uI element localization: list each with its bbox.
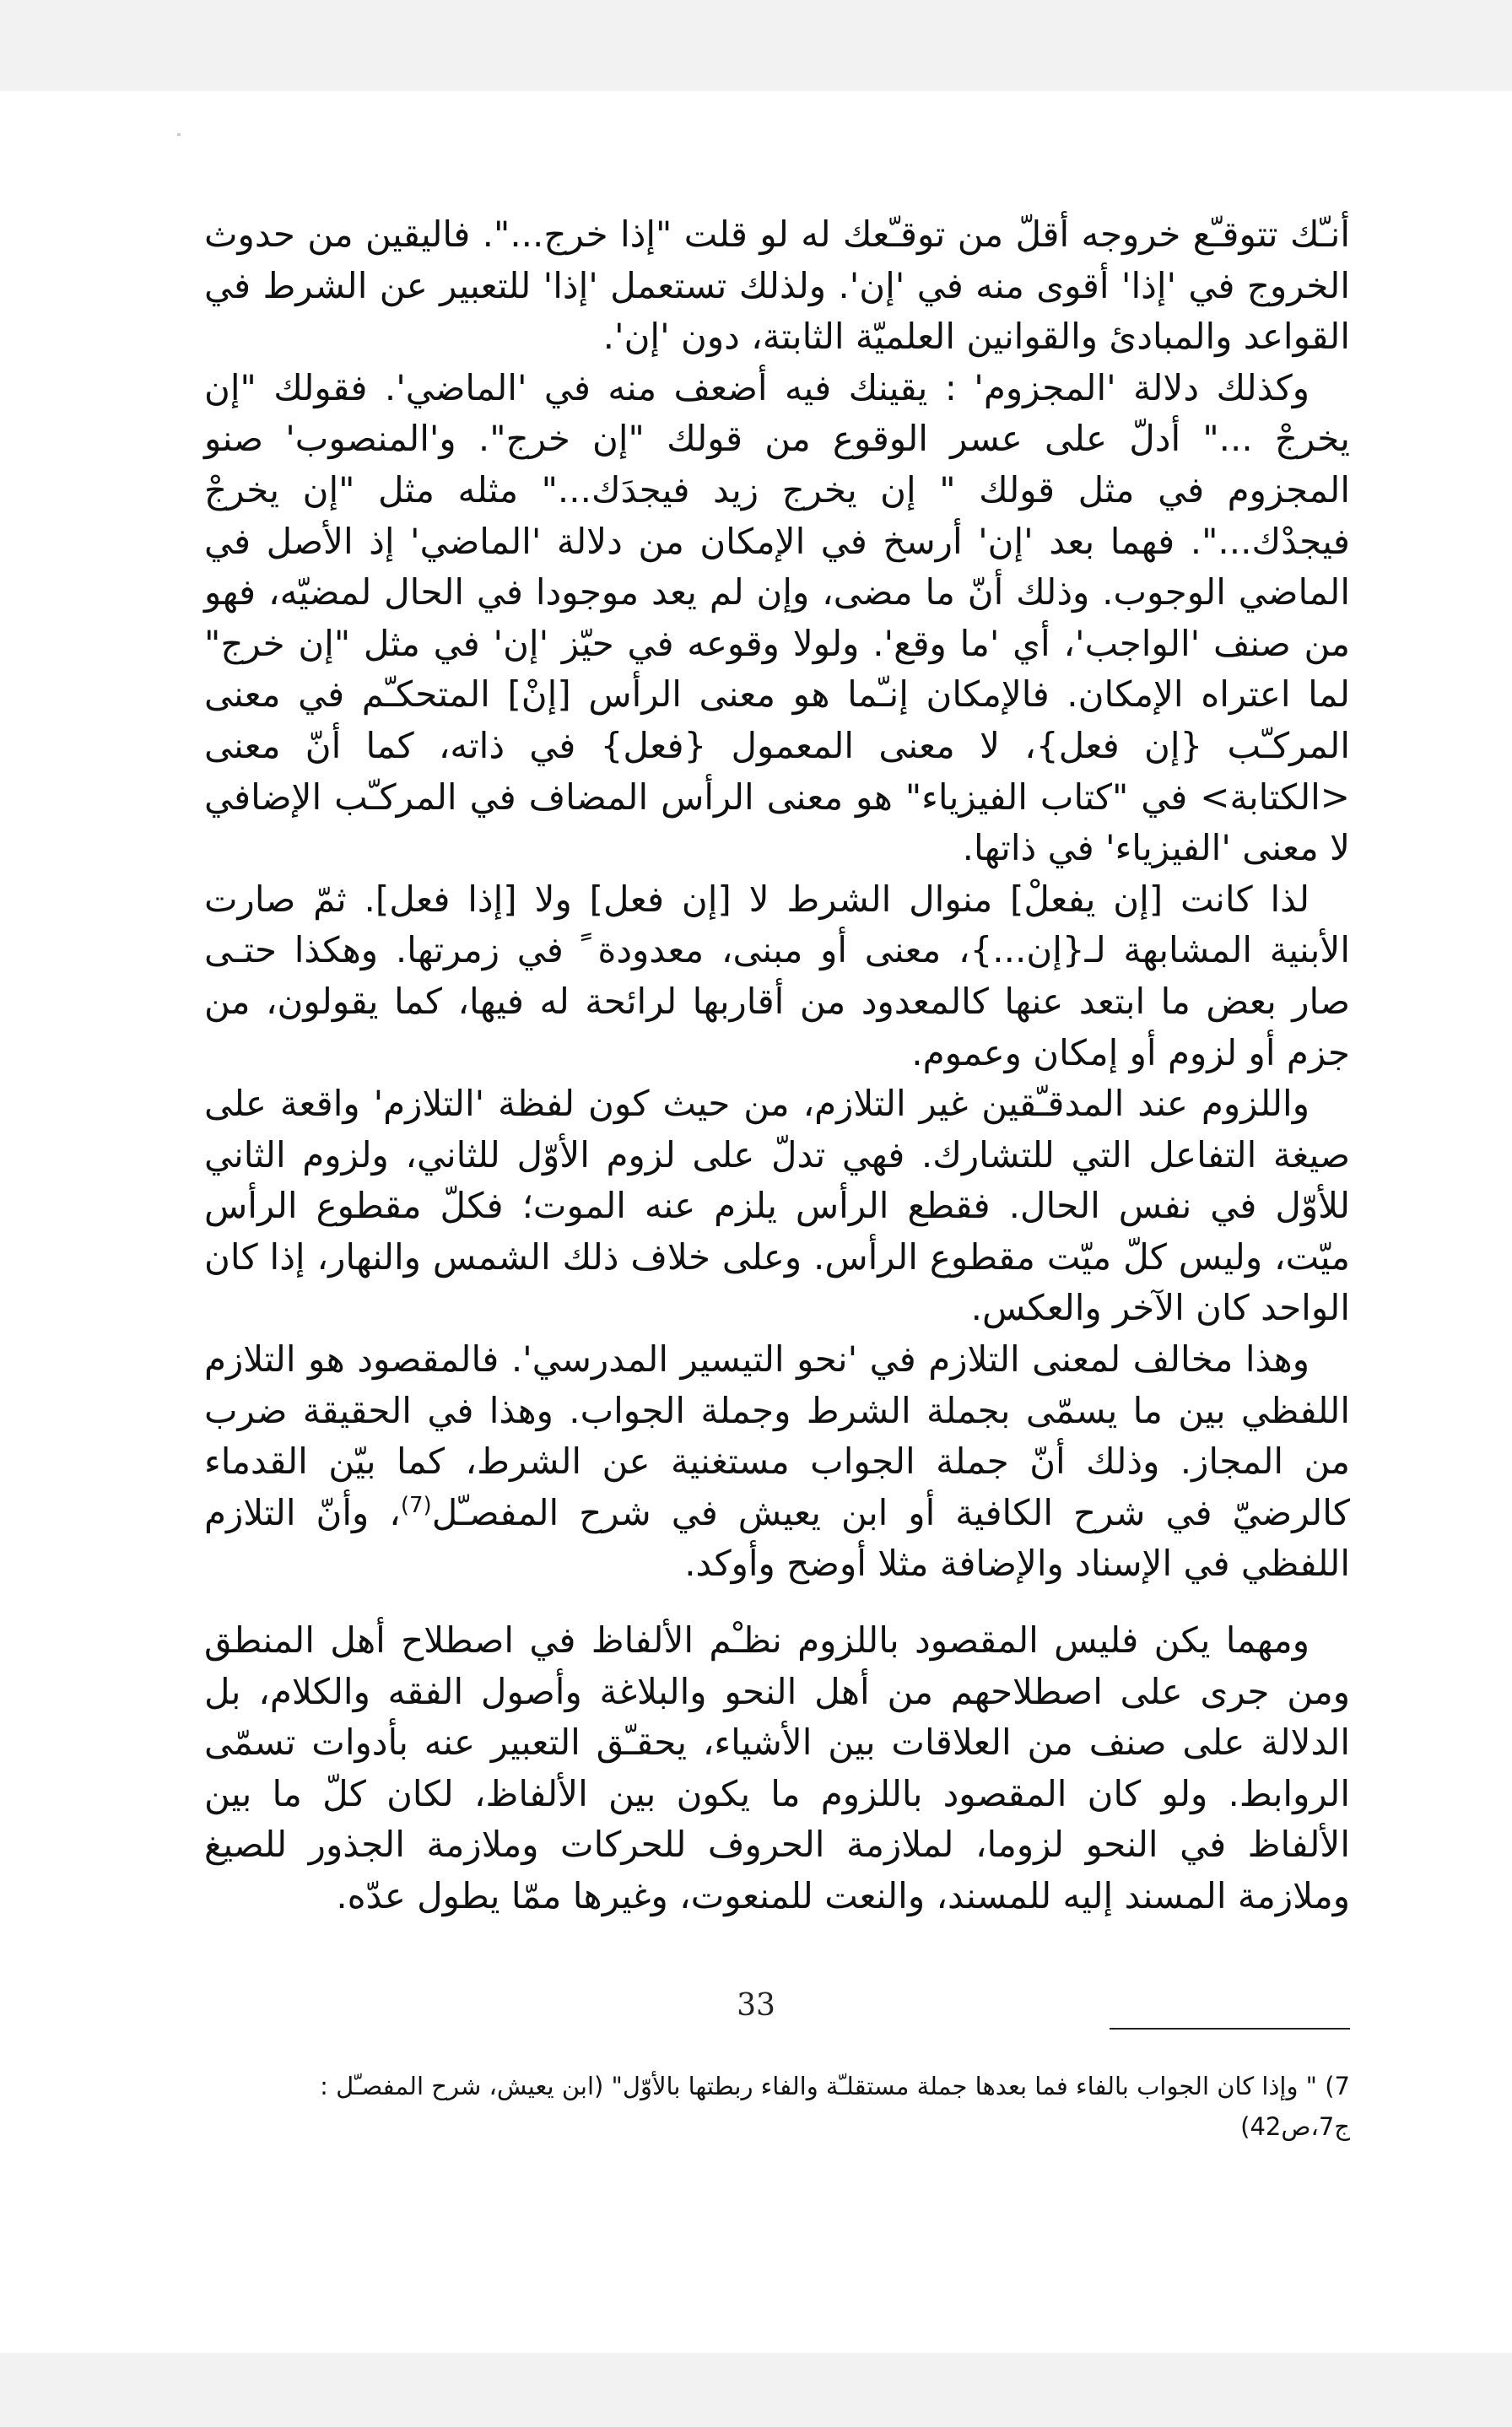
document-page <box>0 91 1512 2353</box>
paragraph-5-tail: ، وأنّ التلازم اللفظي في الإسناد والإضافة مثلا أوضح وأوكد. <box>204 1491 1350 1585</box>
paragraph-5-text: وهذا مخالف لمعنى التلازم في 'نحو التيسير المدرسي'. فالمقصود هو التلازم اللفظي بين ما يسمّى بجملة الشرط وجملة الجواب. وهذا في الحقيقة ضرب من المجاز. وذلك أنّ جملة الجواب مستغنية عن الشرط، كما بيّن القدماء كالرضيّ في شرح الكافية أو ابن يعيش في شرح المفصـّل <box>204 1338 1350 1533</box>
footnote-reference[interactable]: (7) <box>400 1492 432 1518</box>
scan-mark <box>177 133 181 136</box>
paragraph-5 <box>204 1334 1350 1590</box>
footnote-divider <box>1110 2028 1350 2030</box>
footnote-7: 7) " وإذا كان الجواب بالفاء فما بعدها جملة مستقلـّة والفاء ربطتها بالأوّل" (ابن يعيش، شرح المفصـّل : ج7،ص42) <box>320 2072 1350 2141</box>
page-number: 33 <box>737 1988 775 2023</box>
body-text <box>204 209 1350 1922</box>
paragraph-2: وكذلك دلالة 'المجزوم' : يقينك فيه أضعف منه في 'الماضي'. فقولك "إن يخرجْ ..." أدلّ على عسر الوقوع من قولك "إن خرج". و'المنصوب' صنو المجزوم في مثل قولك " إن يخرج زيد فيجدَك..." مثله مثل "إن يخرجْ فيجدْك...". فهما بعد 'إن' أرسخ في الإمكان من دلالة 'الماضي' إذ الأصل في الماضي الوجوب. وذلك أنّ ما مضى، وإن لم يعد موجودا في الحال لمضيّه، فهو من صنف 'الواجب'، أي 'ما وقع'. ولولا وقوعه في حيّز 'إن' في مثل "إن خرج" لما اعتراه الإمكان. فالإمكان إنـّما هو معنى الرأس [إنْ] المتحكـّم في معنى المركـّب {إن فعل}، لا معنى المعمول {فعل} في ذاته، كما أنّ معنى <الكتابة> في "كتاب الفيزياء" هو معنى الرأس المضاف في المركـّب الإضافي لا معنى 'الفيزياء' في ذاتها. <box>204 366 1350 869</box>
paragraph-4: واللزوم عند المدقـّقين غير التلازم، من حيث كون لفظة 'التلازم' واقعة على صيغة التفاعل التي للتشارك. فهي تدلّ على لزوم الأوّل للثاني، ولزوم الثاني للأوّل في نفس الحال. فقطع الرأس يلزم عنه الموت؛ فكلّ مقطوع الرأس ميّت، وليس كلّ ميّت مقطوع الرأس. وعلى خلاف ذلك الشمس والنهار، إذا كان الواحد كان الآخر والعكس. <box>204 1083 1350 1329</box>
paragraph-1: أنـّك تتوقـّع خروجه أقلّ من توقـّعك له لو قلت "إذا خرج...". فاليقين من حدوث الخروج في 'إذا' أقوى منه في 'إن'. ولذلك تستعمل 'إذا' للتعبير عن الشرط في القواعد والمبادئ والقوانين العلميّة الثابتة، دون 'إن'. <box>204 214 1350 358</box>
paragraph-6: ومهما يكن فليس المقصود باللزوم نظـْم الألفاظ في اصطلاح أهل المنطق ومن جرى على اصطلاحهم من أهل النحو والبلاغة وأصول الفقه والكلام، بل الدلالة على صنف من العلاقات بين الأشياء، يحقـّق التعبير عنه بأدوات تسمّى الروابط. ولو كان المقصود باللزوم ما يكون بين الألفاظ، لكان كلّ ما بين الألفاظ في النحو لزوما، لملازمة الحروف للحركات وملازمة الجذور للصيغ وملازمة المسند إليه للمسند، والنعت للمنعوت، وغيرها ممّا يطول عدّه. <box>204 1619 1350 1916</box>
paragraph-3: لذا كانت [إن يفعلْ] منوال الشرط لا [إن فعل] ولا [إذا فعل]. ثمّ صارت الأبنية المشابهة لـ{إن...}، معنى أو مبنى، معدودة ً في زمرتها. وهكذا حتـى صار بعض ما ابتعد عنها كالمعدود من أقاربها لرائحة له فيها، كما يقولون، من جزم أو لزوم أو إمكان وعموم. <box>204 878 1350 1073</box>
